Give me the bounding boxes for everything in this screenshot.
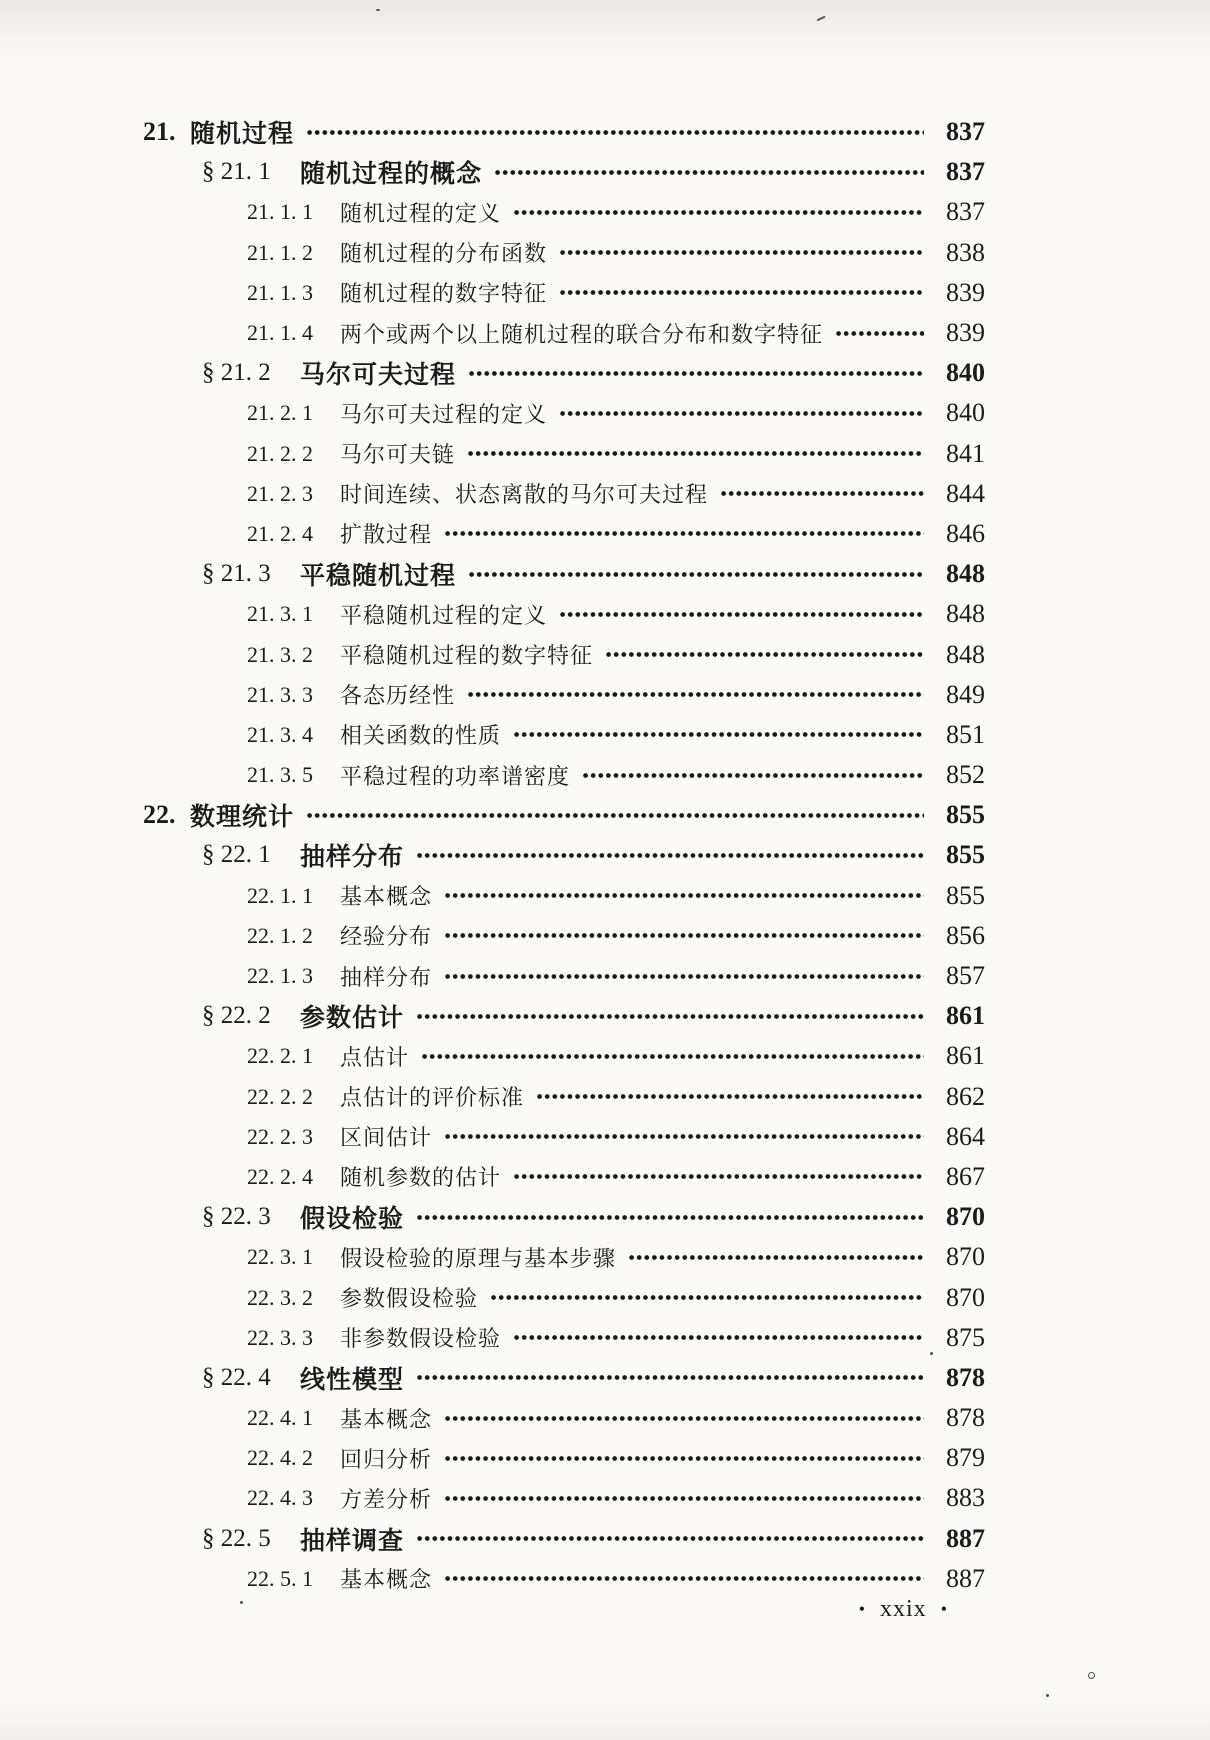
scan-speck [816,16,825,22]
dot-leader [416,1373,924,1382]
dot-leader [513,1333,924,1342]
toc-entry-title: 随机过程的数字特征 [340,281,548,307]
toc-entry-title: 抽样调查 [300,1526,405,1555]
toc-entry-number: 22. 3. 3 [247,1324,313,1350]
toc-entry [125,434,985,474]
toc-entry [125,1438,985,1478]
toc-entry-page: 837 [946,157,985,187]
toc-entry [125,353,985,393]
dot-leader [720,489,924,498]
toc-entry-page: 855 [946,880,985,910]
toc-entry-number: § 21. 3 [202,560,271,588]
toc-entry-number: 21. 3. 2 [247,641,313,667]
toc-entry-page: 840 [946,358,985,388]
toc-entry-page: 887 [946,1523,985,1553]
toc-entry [125,474,985,514]
dot-leader [513,208,924,217]
toc-entry-number: 22. 1. 1 [247,882,313,908]
toc-entry-title: 平稳随机过程 [300,562,457,591]
toc-entry-page: 870 [946,1282,985,1312]
toc-entry-title: 平稳过程的功率谱密度 [340,763,571,789]
dot-leader [444,972,924,981]
toc-entry [125,233,985,273]
toc-entry-page: 883 [946,1483,985,1513]
toc-entry [125,1358,985,1398]
toc-entry-page: 856 [946,920,985,950]
toc-entry-title: 基本概念 [340,1406,433,1432]
toc-entry-number: 22. 2. 3 [247,1123,313,1149]
toc-list [125,112,985,1599]
toc-entry-number: 22. [143,800,176,830]
toc-entry [125,1036,985,1076]
toc-entry-page: 875 [946,1322,985,1352]
toc-entry-title: 假设检验的原理与基本步骤 [340,1245,617,1271]
toc-entry-page: 840 [946,398,985,428]
dot-leader [468,369,924,378]
toc-entry [125,916,985,956]
toc-entry-number: § 21. 2 [202,359,271,387]
scan-speck [240,1601,243,1604]
toc-entry [125,152,985,192]
toc-entry-page: 855 [946,800,985,830]
toc-entry-title: 抽样分布 [300,843,405,872]
dot-leader [559,610,924,619]
toc-entry-page: 837 [946,197,985,227]
toc-entry-number: 21. 1. 4 [247,320,313,346]
toc-entry-number: 22. 4. 2 [247,1445,313,1471]
toc-entry-page: 844 [946,478,985,508]
toc-entry-number: 21. 3. 3 [247,681,313,707]
toc-entry [125,1237,985,1277]
toc-entry [125,514,985,554]
dot-leader [416,851,924,860]
toc-entry-page: 878 [946,1403,985,1433]
toc-entry [125,956,985,996]
toc-entry-page: 870 [946,1202,985,1232]
dot-leader [628,1253,924,1262]
toc-entry-number: § 21. 1 [202,158,271,186]
dot-leader [490,1293,924,1302]
toc-entry-number: 21. 2. 2 [247,440,313,466]
toc-entry-page: 839 [946,277,985,307]
dot-leader [444,1414,924,1423]
dot-leader [444,891,924,900]
page-footer [859,1596,948,1623]
toc-entry [125,1077,985,1117]
toc-entry [125,715,985,755]
toc-entry [125,996,985,1036]
toc-entry-title: 抽样分布 [340,964,433,990]
toc-entry-page: 864 [946,1121,985,1151]
toc-entry-number: 21. 1. 1 [247,199,313,225]
toc-entry-page: 852 [946,760,985,790]
toc-entry-page: 879 [946,1443,985,1473]
toc-entry [125,554,985,594]
toc-entry-title: 线性模型 [300,1365,405,1394]
toc-entry-page: 861 [946,1001,985,1031]
toc-entry-page: 857 [946,961,985,991]
dot-leader [444,1574,924,1583]
toc-entry [125,1318,985,1358]
footer-right-bullet-icon: • [940,1599,948,1619]
toc-entry-number: 21. 3. 1 [247,601,313,627]
dot-leader [536,1092,924,1101]
toc-entry-number: § 22. 4 [202,1363,271,1391]
toc-entry-title: 随机过程的定义 [340,200,502,226]
toc-entry [125,1398,985,1438]
toc-entry-title: 扩散过程 [340,522,433,548]
toc-entry [125,1559,985,1599]
toc-entry-title: 随机过程 [190,120,295,149]
scan-edge-shading-top [0,0,1210,60]
toc-entry [125,393,985,433]
toc-entry-page: 837 [946,117,985,147]
toc-entry-number: § 22. 2 [202,1002,271,1030]
toc-entry [125,876,985,916]
dot-leader [444,931,924,940]
toc-entry [125,634,985,674]
dot-leader [416,1213,924,1222]
toc-entry-title: 基本概念 [340,1567,433,1593]
toc-entry-number: 21. 2. 4 [247,520,313,546]
toc-entry-title: 平稳随机过程的数字特征 [340,643,594,669]
toc-entry-page: 851 [946,719,985,749]
toc-entry-number: 22. 2. 4 [247,1163,313,1189]
dot-leader [513,1172,924,1181]
toc-entry-number: 22. 2. 2 [247,1083,313,1109]
toc-entry-page: 887 [946,1563,985,1593]
toc-entry-title: 随机过程的概念 [300,160,483,189]
toc-entry-page: 867 [946,1161,985,1191]
toc-entry-title: 点估计 [340,1044,410,1070]
toc-entry-title: 相关函数的性质 [340,723,502,749]
toc-entry-page: 839 [946,318,985,348]
toc-entry-number: § 22. 5 [202,1524,271,1552]
toc-entry-page: 849 [946,679,985,709]
dot-leader [467,449,924,458]
dot-leader [306,811,924,820]
toc-entry [125,795,985,835]
scan-edge-shading-bottom [0,1700,1210,1740]
dot-leader [605,650,924,659]
toc-entry-page: 862 [946,1081,985,1111]
dot-leader [444,1132,924,1141]
toc-entry-page: 878 [946,1362,985,1392]
scan-speck [376,9,380,11]
dot-leader [559,409,924,418]
toc-entry-title: 马尔可夫过程的定义 [340,401,548,427]
toc-entry [125,1519,985,1559]
toc-entry [125,1157,985,1197]
dot-leader [421,1052,924,1061]
toc-entry-number: 22. 1. 2 [247,922,313,948]
toc-entry-page: 848 [946,559,985,589]
toc-entry-number: 21. 3. 5 [247,762,313,788]
toc-entry-page: 848 [946,599,985,629]
toc-entry-page: 870 [946,1242,985,1272]
toc-entry-title: 平稳随机过程的定义 [340,602,548,628]
toc-entry-number: § 22. 1 [202,841,271,869]
dot-leader [444,529,924,538]
toc-entry [125,755,985,795]
toc-entry-title: 各态历经性 [340,683,456,709]
toc-entry-title: 非参数假设检验 [340,1326,502,1352]
toc-entry-title: 时间连续、状态离散的马尔可夫过程 [340,482,709,508]
scan-speck [1088,1672,1095,1679]
toc-entry [125,835,985,875]
dot-leader [468,570,924,579]
toc-entry-number: 21. 1. 2 [247,239,313,265]
toc-entry-number: 22. 4. 1 [247,1405,313,1431]
toc-entry-number: 22. 5. 1 [247,1565,313,1591]
toc-entry [125,1277,985,1317]
toc-entry-title: 马尔可夫过程 [300,361,457,390]
toc-entry-page: 841 [946,438,985,468]
toc-entry [125,594,985,634]
dot-leader [559,288,924,297]
scan-speck [1046,1694,1049,1697]
dot-leader [416,1012,924,1021]
toc-entry [125,675,985,715]
footer-page-label: xxix [880,1596,927,1622]
toc-entry-title: 回归分析 [340,1446,433,1472]
toc-entry-number: 22. 3. 2 [247,1284,313,1310]
toc-entry-number: 22. 3. 1 [247,1244,313,1270]
toc-entry-title: 方差分析 [340,1486,433,1512]
dot-leader [494,168,924,177]
toc-entry-title: 参数假设检验 [340,1286,479,1312]
dot-leader [416,1534,924,1543]
footer-left-bullet-icon: • [858,1599,867,1619]
toc-entry-page: 846 [946,518,985,548]
toc-entry [125,112,985,152]
dot-leader [582,771,924,780]
toc-entry-title: 点估计的评价标准 [340,1085,525,1111]
toc-entry-title: 马尔可夫链 [340,442,456,468]
toc-entry-number: 21. [143,117,176,147]
toc-entry [125,1117,985,1157]
toc-entry-number: 22. 2. 1 [247,1043,313,1069]
toc-entry-number: 21. 1. 3 [247,279,313,305]
toc-entry-title: 区间估计 [340,1125,433,1151]
toc-entry-title: 参数估计 [300,1004,405,1033]
toc-entry-title: 随机过程的分布函数 [340,241,548,267]
toc-entry [125,273,985,313]
dot-leader [306,128,924,137]
dot-leader [835,329,924,338]
toc-entry-page: 855 [946,840,985,870]
dot-leader [444,1454,924,1463]
toc-entry-number: 22. 4. 3 [247,1485,313,1511]
toc-entry-number: 21. 2. 3 [247,480,313,506]
toc-entry-title: 经验分布 [340,924,433,950]
toc-entry-title: 数理统计 [190,803,295,832]
toc-entry-number: § 22. 3 [202,1203,271,1231]
dot-leader [513,730,924,739]
toc-entry [125,1478,985,1518]
dot-leader [467,690,924,699]
toc-entry-page: 848 [946,639,985,669]
toc-entry [125,1197,985,1237]
dot-leader [559,248,924,257]
toc-entry-page: 838 [946,237,985,267]
toc-entry-title: 基本概念 [340,884,433,910]
toc-entry-number: 22. 1. 3 [247,963,313,989]
toc-entry-page: 861 [946,1041,985,1071]
toc-entry-number: 21. 3. 4 [247,721,313,747]
toc-entry-number: 21. 2. 1 [247,400,313,426]
toc-entry-title: 假设检验 [300,1205,405,1234]
toc-entry-title: 随机参数的估计 [340,1165,502,1191]
toc-entry-title: 两个或两个以上随机过程的联合分布和数字特征 [340,321,824,347]
dot-leader [444,1494,924,1503]
toc-entry [125,313,985,353]
toc-entry [125,192,985,232]
